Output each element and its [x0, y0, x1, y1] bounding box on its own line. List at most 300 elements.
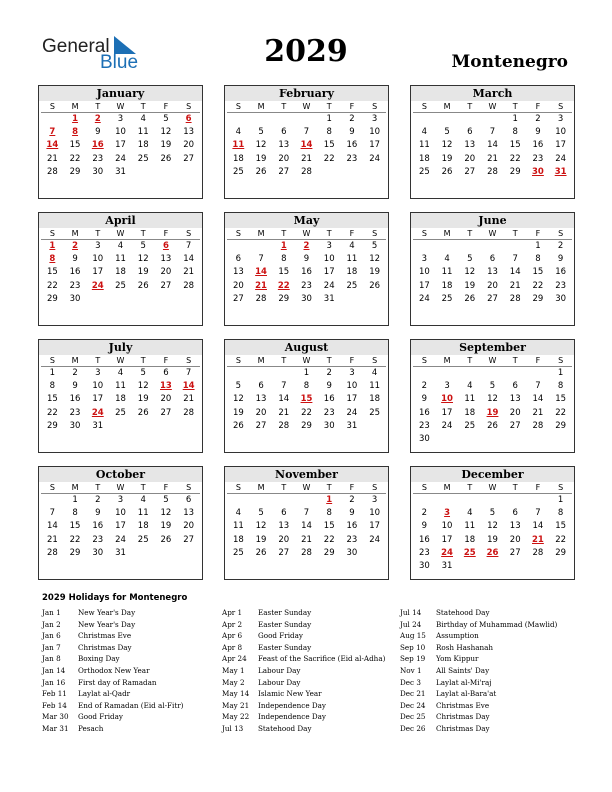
holiday-name: Christmas Eve [436, 700, 490, 710]
holiday-date: Mar 30 [42, 712, 69, 722]
month-july [38, 339, 203, 453]
calendar-day: 13 [509, 521, 521, 532]
empty-day [481, 494, 504, 507]
holiday-column [42, 607, 222, 735]
empty-day [527, 494, 550, 507]
calendar-day: 17 [346, 394, 358, 405]
month-may [224, 212, 389, 326]
calendar-day: 20 [278, 534, 290, 545]
holiday-date: Apr 8 [222, 642, 243, 652]
weekday-header: S [413, 482, 436, 494]
calendar-day: 20 [160, 394, 172, 405]
calendar-day: 19 [464, 280, 476, 291]
month-name: July [39, 340, 202, 355]
calendar-day: 16 [323, 394, 335, 405]
calendar-day: 12 [137, 254, 149, 265]
holiday-entry [42, 677, 222, 689]
calendar-day: 9 [72, 381, 78, 392]
calendar-day: 29 [69, 547, 81, 558]
calendar-day: 21 [46, 153, 58, 164]
calendar-day: 17 [115, 521, 126, 532]
weekday-header: S [549, 101, 572, 113]
calendar-day: 16 [92, 521, 104, 532]
calendar-day: 16 [69, 267, 81, 278]
calendar-day: 14 [183, 254, 195, 265]
calendar-day: 24 [369, 534, 381, 545]
month-january [38, 85, 203, 199]
empty-day [436, 240, 459, 253]
calendar-day: 17 [555, 140, 567, 151]
calendar-day: 12 [369, 254, 381, 265]
holiday-name: Islamic New Year [258, 689, 322, 699]
holiday-date: Sep 19 [400, 654, 426, 664]
holiday-name: All Saints' Day [436, 665, 490, 675]
holiday-name: Laylat al-Mi'raj [436, 677, 492, 687]
calendar-day: 7 [303, 127, 310, 138]
calendar-day: 20 [232, 280, 244, 291]
calendar-day: 2 [421, 508, 428, 519]
calendar-day: 21 [509, 280, 521, 291]
calendar-day: 17 [323, 267, 335, 278]
weekday-header: W [481, 482, 504, 494]
weekday-header: S [413, 228, 436, 240]
calendar-day: 18 [464, 534, 476, 545]
calendar-day: 19 [369, 267, 381, 278]
calendar-day: 22 [323, 153, 335, 164]
weekday-header: M [64, 101, 87, 113]
calendar-day: 17 [369, 521, 381, 532]
holiday-name: Assumption [436, 631, 479, 641]
calendar-day: 22 [555, 534, 567, 545]
holiday-entry [42, 723, 222, 735]
calendar-day: 5 [444, 127, 450, 138]
calendar-day: 9 [95, 508, 101, 519]
calendar-day: 20 [183, 521, 195, 532]
calendar-day: 18 [137, 140, 149, 151]
calendar-day: 25 [115, 280, 126, 291]
empty-day [227, 367, 250, 380]
calendar-day: 10 [441, 521, 453, 532]
calendar-day: 21 [487, 153, 498, 164]
weekday-header: F [527, 228, 550, 240]
calendar-day: 30 [418, 560, 430, 571]
calendar-day: 7 [303, 508, 310, 519]
calendar-day: 21 [183, 267, 195, 278]
calendar-day: 13 [278, 521, 290, 532]
calendar-day: 2 [421, 381, 428, 392]
calendar-day: 31 [323, 293, 335, 304]
weekday-header: W [481, 101, 504, 113]
holiday-date: Feb 11 [42, 689, 67, 699]
calendar-day: 22 [69, 534, 81, 545]
weekday-header: F [527, 355, 550, 367]
calendar-day: 14 [278, 394, 290, 405]
calendar-day: 10 [555, 127, 567, 138]
weekday-header: T [458, 101, 481, 113]
holiday-day: 7 [49, 127, 56, 138]
calendar-day: 15 [69, 521, 81, 532]
calendar-day: 28 [301, 547, 312, 558]
calendar-day: 11 [441, 267, 453, 278]
holiday-date: May 22 [222, 712, 250, 722]
calendar-day: 18 [137, 521, 149, 532]
holiday-name: Orthodox New Year [78, 665, 150, 675]
calendar-day: 8 [303, 381, 310, 392]
holiday-day: 8 [49, 254, 56, 265]
calendar-day: 9 [421, 394, 428, 405]
holiday-day: 2 [72, 241, 79, 251]
calendar-day: 18 [232, 534, 244, 545]
calendar-day: 4 [140, 495, 146, 505]
calendar-day: 23 [418, 420, 430, 431]
calendar-day: 24 [369, 153, 381, 164]
calendar-day: 27 [183, 534, 195, 545]
holiday-day: 6 [162, 241, 169, 251]
holiday-date: Sep 10 [400, 642, 426, 652]
holiday-name: Feast of the Sacrifice (Eid al-Adha) [258, 654, 386, 664]
calendar-day: 25 [464, 420, 476, 431]
weekday-header: W [109, 101, 132, 113]
calendar-day: 26 [255, 547, 267, 558]
holiday-day: 14 [46, 140, 59, 151]
weekday-header: T [318, 355, 341, 367]
holiday-date: Jan 2 [42, 619, 61, 629]
holiday-day: 21 [255, 280, 267, 291]
holiday-entry [42, 665, 222, 677]
calendar-day: 18 [115, 394, 126, 405]
calendar-day: 11 [137, 508, 149, 519]
holiday-date: Jan 1 [42, 608, 61, 617]
holiday-day: 10 [441, 394, 453, 405]
holiday-entry [400, 665, 580, 677]
calendar-day: 10 [115, 508, 126, 519]
holiday-day: 24 [441, 547, 453, 558]
calendar-day: 16 [69, 394, 81, 405]
weekday-header: T [86, 101, 109, 113]
holiday-name: Labour Day [258, 665, 301, 675]
empty-day [436, 113, 459, 126]
weekday-header: T [504, 355, 527, 367]
calendar-day: 25 [137, 153, 149, 164]
holiday-day: 30 [532, 166, 544, 177]
calendar-day: 19 [160, 521, 172, 532]
calendar-day: 23 [346, 153, 358, 164]
month-name: February [225, 86, 388, 101]
calendar-day: 8 [326, 508, 332, 519]
calendar-day: 23 [69, 280, 81, 291]
holiday-entry [42, 630, 222, 642]
calendar-day: 20 [509, 534, 521, 545]
month-name: August [225, 340, 388, 355]
empty-day [481, 367, 504, 380]
holiday-day: 1 [72, 114, 79, 124]
month-days-grid [411, 101, 574, 179]
calendar-day: 8 [281, 254, 287, 265]
calendar-day: 13 [487, 267, 498, 278]
weekday-header: F [341, 101, 364, 113]
calendar-day: 2 [95, 495, 101, 505]
holiday-day: 15 [300, 394, 313, 405]
calendar-day: 4 [467, 508, 473, 519]
calendar-day: 25 [369, 407, 381, 418]
calendar-day: 20 [183, 140, 195, 151]
calendar-day: 26 [441, 166, 453, 177]
calendar-day: 1 [49, 368, 56, 378]
holiday-day: 26 [486, 547, 499, 558]
holiday-entry [222, 630, 402, 642]
calendar-day: 23 [323, 407, 335, 418]
calendar-day: 28 [532, 547, 544, 558]
calendar-day: 10 [323, 254, 335, 265]
calendar-day: 6 [512, 508, 518, 519]
month-days-grid [411, 355, 574, 446]
empty-day [527, 367, 550, 380]
holiday-entry [400, 653, 580, 665]
month-name: October [39, 467, 202, 482]
holiday-name: New Year's Day [78, 608, 136, 617]
holiday-day: 19 [486, 407, 499, 418]
holiday-name: Independence Day [258, 700, 326, 710]
calendar-day: 15 [323, 521, 335, 532]
calendar-day: 11 [115, 381, 126, 392]
calendar-day: 24 [346, 407, 358, 418]
holiday-column [222, 607, 402, 735]
calendar-day: 18 [369, 394, 381, 405]
weekday-header: W [109, 355, 132, 367]
weekday-header: T [132, 228, 155, 240]
holiday-date: Mar 31 [42, 723, 69, 733]
calendar-day: 19 [160, 140, 172, 151]
calendar-day: 7 [258, 254, 264, 265]
holiday-date: Jul 24 [400, 619, 422, 629]
weekday-header: S [227, 355, 250, 367]
month-june [410, 212, 575, 326]
weekday-header: F [341, 355, 364, 367]
calendar-day: 31 [115, 166, 126, 177]
holiday-day: 6 [185, 114, 192, 124]
holiday-name: Independence Day [258, 712, 326, 722]
calendar-day: 22 [69, 153, 81, 164]
weekday-header: W [481, 228, 504, 240]
holiday-day: 31 [554, 166, 567, 177]
calendar-day: 23 [69, 407, 81, 418]
holiday-name: Easter Sunday [258, 619, 312, 629]
calendar-day: 11 [464, 521, 476, 532]
empty-day [295, 494, 318, 507]
empty-day [41, 113, 64, 126]
holiday-entry [42, 642, 222, 654]
weekday-header: T [504, 482, 527, 494]
empty-day [458, 113, 481, 126]
weekday-header: S [177, 101, 200, 113]
weekday-header: T [504, 228, 527, 240]
calendar-day: 27 [487, 293, 498, 304]
calendar-day: 11 [418, 140, 430, 151]
calendar-day: 30 [346, 547, 358, 558]
calendar-day: 3 [95, 368, 101, 378]
calendar-day: 3 [117, 114, 124, 124]
weekday-header: S [363, 228, 386, 240]
weekday-header: M [64, 355, 87, 367]
calendar-day: 28 [255, 293, 267, 304]
calendar-day: 10 [369, 508, 381, 519]
holiday-entry [42, 653, 222, 665]
calendar-day: 3 [371, 495, 378, 505]
calendar-day: 4 [140, 114, 146, 124]
holiday-entry [400, 630, 580, 642]
calendar-day: 14 [487, 140, 498, 151]
calendar-day: 15 [46, 394, 58, 405]
empty-day [295, 113, 318, 126]
calendar-day: 23 [92, 153, 104, 164]
holiday-name: Rosh Hashanah [436, 642, 494, 652]
calendar-day: 13 [160, 254, 172, 265]
calendar-day: 28 [509, 293, 521, 304]
weekday-header: T [132, 482, 155, 494]
weekday-header: F [155, 228, 178, 240]
calendar-day: 25 [441, 293, 453, 304]
calendar-day: 1 [557, 368, 564, 378]
empty-day [504, 494, 527, 507]
calendar-day: 14 [46, 521, 58, 532]
calendar-day: 29 [278, 293, 290, 304]
calendar-day: 14 [509, 267, 521, 278]
calendar-day: 18 [464, 407, 476, 418]
calendar-day: 11 [115, 254, 126, 265]
holiday-entry [400, 619, 580, 631]
weekday-header: S [413, 101, 436, 113]
calendar-day: 26 [464, 293, 476, 304]
weekday-header: M [436, 355, 459, 367]
calendar-day: 24 [323, 280, 335, 291]
calendar-day: 5 [489, 381, 496, 392]
holiday-day: 11 [232, 140, 245, 151]
calendar-day: 30 [92, 547, 104, 558]
calendar-day: 27 [255, 420, 267, 431]
calendar-day: 28 [46, 547, 58, 558]
calendar-day: 14 [532, 521, 544, 532]
calendar-day: 16 [555, 267, 567, 278]
holiday-day: 16 [91, 140, 104, 151]
calendar-day: 24 [555, 153, 567, 164]
calendar-day: 5 [489, 508, 496, 519]
holiday-entry [222, 677, 402, 689]
weekday-header: T [318, 482, 341, 494]
calendar-day: 26 [487, 420, 498, 431]
calendar-day: 16 [418, 534, 430, 545]
weekday-header: M [250, 101, 273, 113]
weekday-header: S [177, 355, 200, 367]
holiday-day: 14 [182, 381, 195, 392]
calendar-day: 2 [326, 368, 332, 378]
calendar-day: 25 [232, 547, 244, 558]
calendar-day: 31 [346, 420, 358, 431]
holiday-name: Laylat al-Qadr [78, 689, 131, 699]
empty-day [250, 113, 273, 126]
calendar-day: 21 [46, 534, 58, 545]
calendar-day: 6 [489, 254, 496, 265]
month-name: June [411, 213, 574, 228]
calendar-day: 13 [255, 394, 267, 405]
calendar-day: 11 [346, 254, 358, 265]
calendar-day: 27 [160, 280, 172, 291]
weekday-header: T [272, 355, 295, 367]
calendar-day: 29 [301, 420, 312, 431]
calendar-day: 18 [115, 267, 126, 278]
calendar-day: 14 [301, 521, 312, 532]
calendar-day: 19 [232, 407, 244, 418]
empty-day [250, 240, 273, 253]
calendar-day: 27 [509, 420, 521, 431]
weekday-header: F [527, 101, 550, 113]
holiday-day: 2 [94, 114, 101, 124]
calendar-day: 11 [464, 394, 476, 405]
calendar-day: 22 [555, 407, 567, 418]
weekday-header: S [363, 355, 386, 367]
calendar-day: 23 [92, 534, 104, 545]
weekday-header: T [86, 355, 109, 367]
holiday-entry [400, 607, 580, 619]
calendar-day: 11 [369, 381, 381, 392]
calendar-day: 22 [46, 280, 58, 291]
weekday-header: T [504, 101, 527, 113]
calendar-day: 4 [444, 254, 450, 265]
calendar-day: 6 [258, 381, 264, 392]
calendar-day: 29 [555, 547, 567, 558]
holiday-name: First day of Ramadan [78, 677, 157, 687]
calendar-day: 29 [532, 293, 544, 304]
calendar-day: 12 [137, 381, 149, 392]
calendar-day: 4 [235, 127, 242, 138]
calendar-day: 6 [512, 381, 518, 392]
calendar-day: 16 [418, 407, 430, 418]
empty-day [413, 494, 436, 507]
calendar-day: 30 [69, 293, 81, 304]
weekday-header: W [109, 228, 132, 240]
empty-day [413, 240, 436, 253]
calendar-day: 8 [512, 127, 518, 138]
holiday-date: Jul 14 [400, 608, 422, 617]
holiday-name: Labour Day [258, 677, 301, 687]
weekday-header: T [458, 482, 481, 494]
calendar-day: 4 [421, 127, 428, 138]
holiday-name: New Year's Day [78, 619, 136, 629]
holiday-date: Apr 24 [222, 654, 247, 664]
holiday-entry [222, 665, 402, 677]
holiday-day: 2 [303, 241, 310, 251]
calendar-day: 8 [72, 508, 78, 519]
weekday-header: W [295, 482, 318, 494]
holiday-name: Christmas Day [78, 642, 132, 652]
holiday-day: 24 [91, 407, 104, 418]
holiday-entry [400, 688, 580, 700]
weekday-header: S [413, 355, 436, 367]
calendar-day: 13 [464, 140, 476, 151]
calendar-day: 10 [418, 267, 430, 278]
calendar-day: 12 [441, 140, 453, 151]
holiday-entry [400, 723, 580, 735]
calendar-day: 1 [326, 114, 332, 124]
weekday-header: T [318, 101, 341, 113]
month-days-grid [39, 101, 202, 179]
calendar-day: 26 [255, 166, 267, 177]
calendar-day: 27 [232, 293, 244, 304]
calendar-day: 5 [258, 508, 264, 519]
month-days-grid [39, 355, 202, 433]
month-name: September [411, 340, 574, 355]
calendar-day: 30 [555, 293, 567, 304]
month-august [224, 339, 389, 453]
